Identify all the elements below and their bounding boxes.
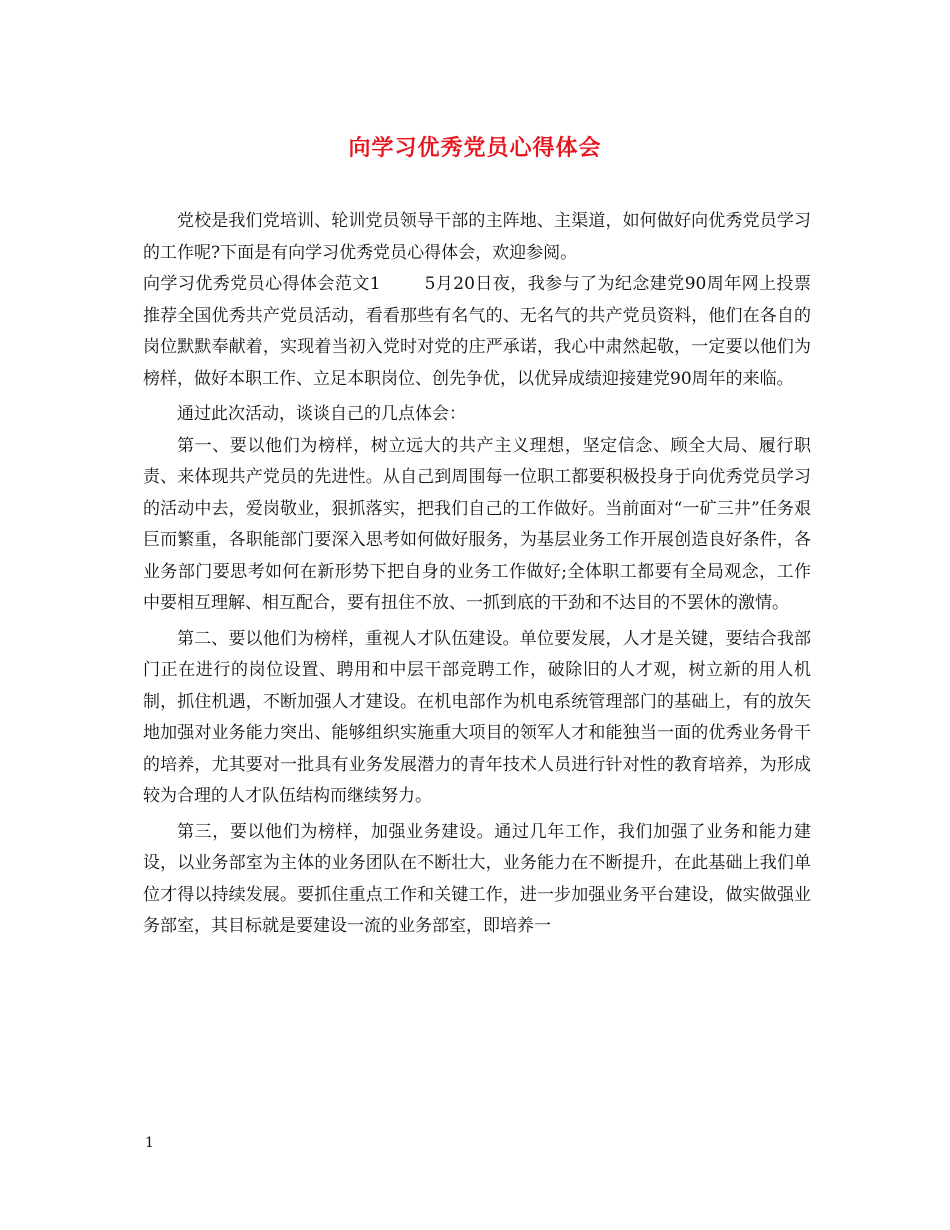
document-title: 向学习优秀党员心得体会 — [348, 135, 602, 161]
sample-heading: 向学习优秀党员心得体会范文1 — [143, 274, 381, 294]
page-number: 1 — [145, 1135, 154, 1151]
intro-paragraph: 党校是我们党培训、轮训党员领导干部的主阵地、主渠道，如何做好向优秀党员学习的工作呢?下面是有向学习优秀党员心得体会，欢迎参阅。 — [143, 211, 811, 263]
point-two-paragraph: 第二、要以他们为榜样，重视人才队伍建设。单位要发展，人才是关键，要结合我部门正在进行的岗位设置、聘用和中层干部竞聘工作，破除旧的人才观，树立新的用人机制，抓住机遇，不断加强人才建设。在机电部作为机电系统管理部门的基础上，有的放矢地加强对业务能力突出、能够组织实施重大项目的领军人才和能独当一面的优秀业务骨干的培养，尤其要对一批具有业务发展潜力的青年技术人员进行针对性的教育培养，为形成较为合理的人才队伍结构而继续努力。 — [143, 628, 811, 806]
sample-first-text: 5月20日夜，我参与了为纪念建党90周年网上投票推荐全国优秀共产党员活动，看看那些有名气的、无名气的共产党员资料，他们在各自的岗位默默奉献着，实现着当初入党时对党的庄严承诺，我心中肃然起敬，一定要以他们为榜样，做好本职工作、立足本职岗位、创先争优，以优异成绩迎接建党90周年的来临。 — [143, 274, 811, 389]
sample-paragraph — [143, 269, 811, 395]
point-one-paragraph: 第一、要以他们为榜样，树立远大的共产主义理想，坚定信念、顾全大局、履行职责、来体现共产党员的先进性。从自己到周围每一位职工都要积极投身于向优秀党员学习的活动中去，爱岗敬业，狠抓落实，把我们自己的工作做好。当前面对“一矿三井”任务艰巨而繁重，各职能部门要深入思考如何做好服务，为基层业务工作开展创造良好条件，各业务部门要思考如何在新形势下把自身的业务工作做好;全体职工都要有全局观念，工作中要相互理解、相互配合，要有扭住不放、一抓到底的干劲和不达目的不罢休的激情。 — [143, 435, 811, 613]
lead-paragraph: 通过此次活动，谈谈自己的几点体会： — [177, 404, 466, 424]
document-body — [143, 206, 811, 943]
point-three-paragraph: 第三，要以他们为榜样，加强业务建设。通过几年工作，我们加强了业务和能力建设，以业务部室为主体的业务团队在不断壮大，业务能力在不断提升，在此基础上我们单位才得以持续发展。要抓住重点工作和关键工作，进一步加强业务平台建设，做实做强业务部室，其目标就是要建设一流的业务部室，即培养一 — [143, 821, 811, 936]
